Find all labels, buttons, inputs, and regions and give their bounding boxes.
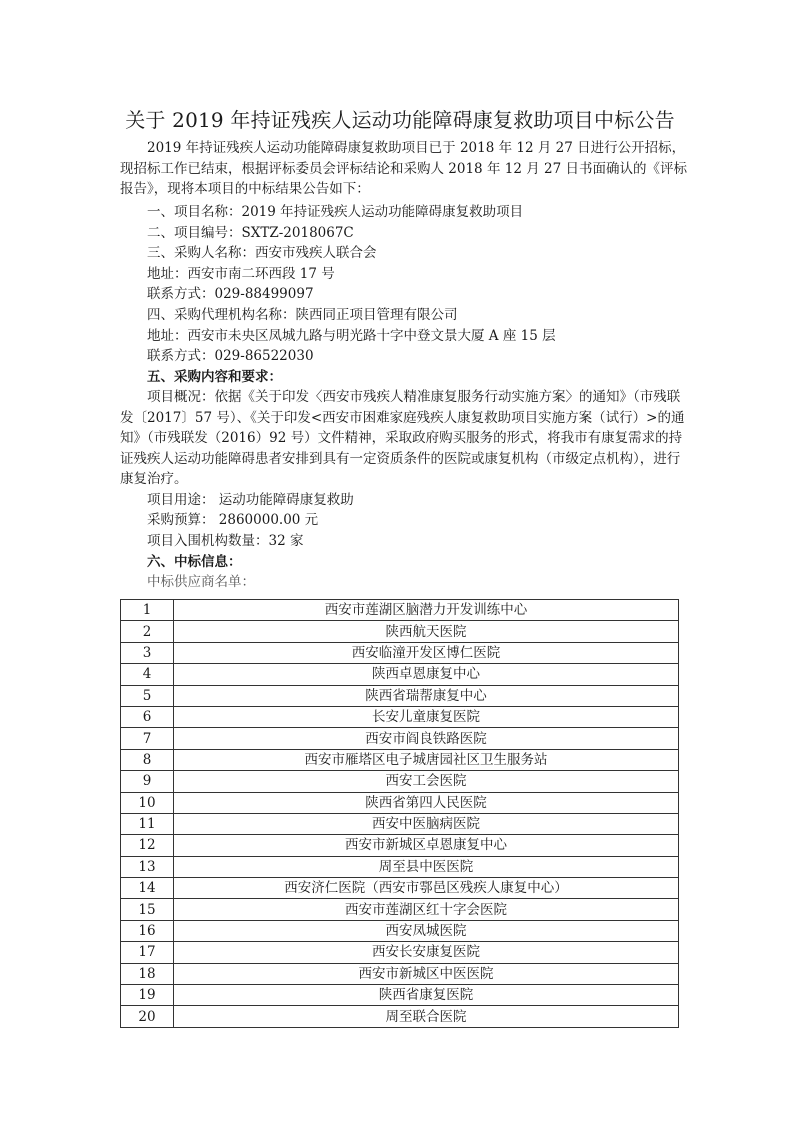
row-number: 7 [121,728,174,749]
row-number: 12 [121,835,174,856]
supplier-name: 西安凤城医院 [174,920,679,941]
table-row [121,706,679,727]
row-number: 13 [121,856,174,877]
supplier-name: 周至联合医院 [174,1006,679,1027]
supplier-table [120,599,679,1028]
row-number: 5 [121,685,174,706]
row-number: 14 [121,878,174,899]
table-row [121,792,679,813]
supplier-name: 陕西省瑞帮康复中心 [174,685,679,706]
table-row [121,621,679,642]
supplier-name: 陕西省第四人民医院 [174,792,679,813]
purchaser-contact-line: 联系方式：029-88499097 [147,286,314,303]
supplier-name: 西安长安康复医院 [174,942,679,963]
supplier-name: 陕西卓恩康复中心 [174,664,679,685]
table-row [121,878,679,899]
table-row [121,835,679,856]
supplier-name: 西安市阎良铁路医院 [174,728,679,749]
table-row [121,856,679,877]
section-6-heading: 六、中标信息： [147,553,242,570]
supplier-name: 陕西航天医院 [174,621,679,642]
supplier-name: 西安市新城区卓恩康复中心 [174,835,679,856]
row-number: 15 [121,899,174,920]
row-number: 4 [121,664,174,685]
info-section [120,202,690,590]
row-number: 8 [121,749,174,770]
row-number: 9 [121,771,174,792]
table-row [121,985,679,1006]
supplier-name: 西安工会医院 [174,771,679,792]
project-number-line: 二、项目编号：SXTZ-2018067C [147,224,354,241]
supplier-name: 西安临潼开发区博仁医院 [174,642,679,663]
purchaser-name-line: 三、采购人名称：西安市残疾人联合会 [147,245,377,262]
supplier-name: 西安中医脑病医院 [174,813,679,834]
agency-contact-line: 联系方式：029-86522030 [147,348,314,365]
table-row [121,771,679,792]
table-row [121,942,679,963]
row-number: 11 [121,813,174,834]
supplier-name: 陕西省康复医院 [174,985,679,1006]
agency-name-line: 四、采购代理机构名称：陕西同正项目管理有限公司 [147,306,458,323]
table-row [121,685,679,706]
project-overview: 项目概况：依据《关于印发〈西安市残疾人精准康复服务行动实施方案〉的通知》（市残联发〔2017〕57 号）、《关于印发<西安市困难家庭残疾人康复救助项目实施方案（试行）>的通知》（市残联发（2016）92 号）文件精神，采取政府购买服务的形式，将我市有康复需求的持证残疾人运动功能障碍患者安排到具有一定资质条件的医院或康复机构（市级定点机构），进行康复治疗。 [120,389,685,488]
purchaser-address-line: 地址：西安市南二环西段 17 号 [147,265,335,282]
row-number: 6 [121,706,174,727]
supplier-name: 周至县中医医院 [174,856,679,877]
supplier-list-label: 中标供应商名单： [147,574,255,591]
table-row [121,920,679,941]
row-number: 1 [121,600,174,621]
row-number: 19 [121,985,174,1006]
institution-count-line: 项目入围机构数量：32 家 [147,533,304,550]
table-row [121,749,679,770]
table-row [121,899,679,920]
table-row [121,664,679,685]
row-number: 17 [121,942,174,963]
table-row [121,642,679,663]
document-title: 关于 2019 年持证残疾人运动功能障碍康复救助项目中标公告 [125,108,675,132]
intro-section [120,138,690,200]
table-row [121,728,679,749]
supplier-name: 西安济仁医院（西安市鄠邑区残疾人康复中心） [174,878,679,899]
project-budget-line: 采购预算： 2860000.00 元 [147,512,319,529]
table-row [121,813,679,834]
table-row [121,600,679,621]
row-number: 16 [121,920,174,941]
row-number: 3 [121,642,174,663]
agency-address-line: 地址：西安市未央区凤城九路与明光路十字中登文景大厦 A 座 15 层 [147,327,556,344]
row-number: 20 [121,1006,174,1027]
row-number: 2 [121,621,174,642]
supplier-name: 西安市雁塔区电子城唐园社区卫生服务站 [174,749,679,770]
table-row [121,1006,679,1027]
row-number: 10 [121,792,174,813]
row-number: 18 [121,963,174,984]
table-row [121,963,679,984]
supplier-name: 西安市新城区中医医院 [174,963,679,984]
section-5-heading: 五、采购内容和要求： [147,368,282,385]
project-name-line: 一、项目名称：2019 年持证残疾人运动功能障碍康复救助项目 [147,204,524,220]
supplier-name: 长安儿童康复医院 [174,706,679,727]
supplier-name: 西安市莲湖区红十字会医院 [174,899,679,920]
intro-paragraph: 2019 年持证残疾人运动功能障碍康复救助项目已于 2018 年 12 月 27 日进行公开招标，现招标工作已结束，根据评标委员会评标结论和采购人 2018 年 12 月 27 日书面确认的《评标报告》，现将本项目的中标结果公告如下： [120,140,687,197]
supplier-name: 西安市莲湖区脑潜力开发训练中心 [174,600,679,621]
project-purpose-line: 项目用途： 运动功能障碍康复救助 [147,491,354,508]
